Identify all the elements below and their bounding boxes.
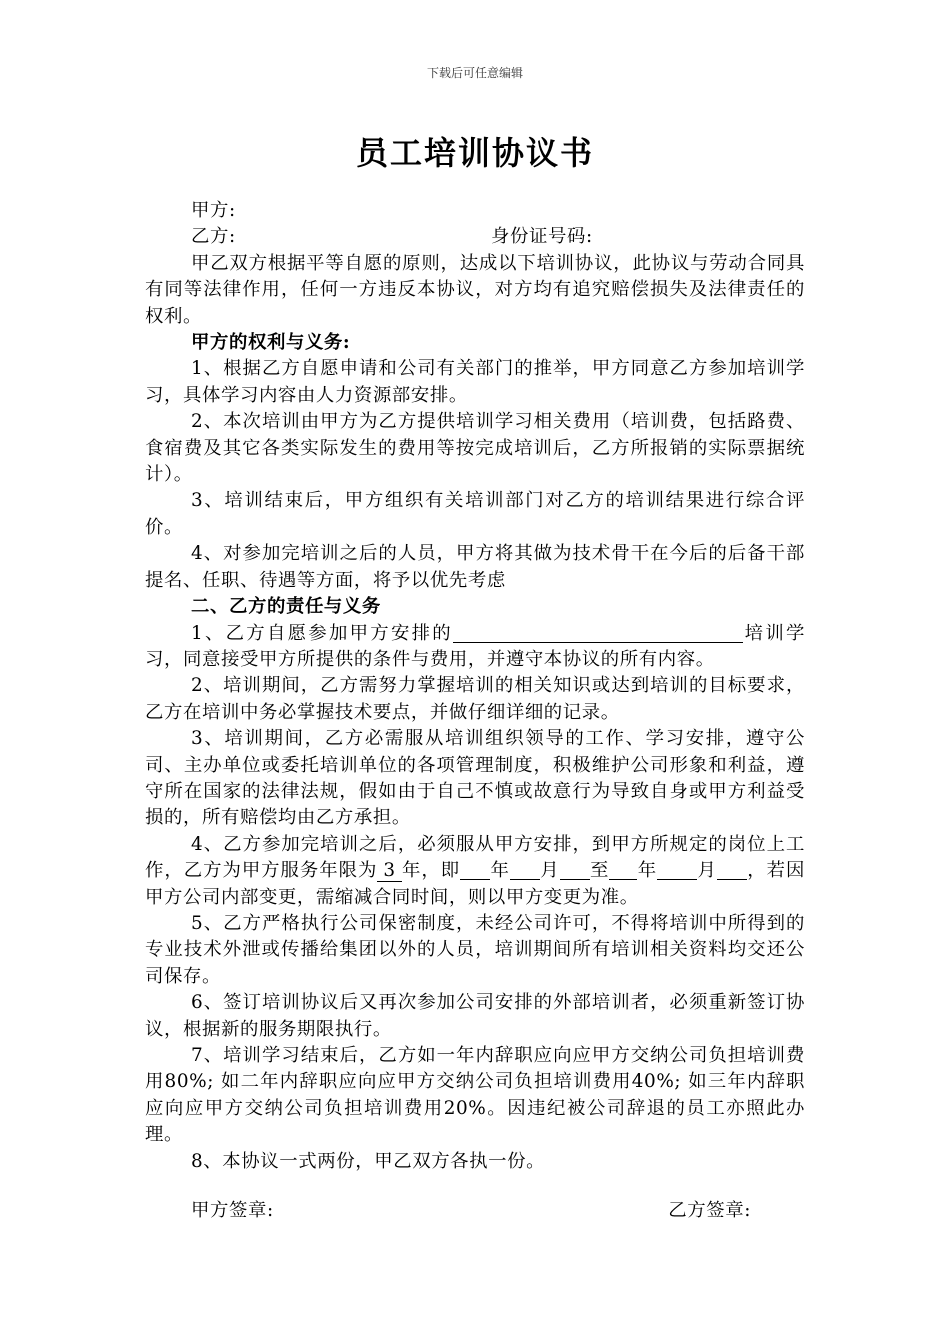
party-a-signature-label: 甲方签章: <box>191 1200 274 1221</box>
section-b-item-5: 5、乙方严格执行公司保密制度，未经公司许可，不得将培训中所得到的专业技术外泄或传播给集团以外的人员，培训期间所有培训相关资料均交还公司保存。 <box>145 912 805 987</box>
end-month-word: 月 <box>697 860 717 882</box>
id-number-label: 身份证号码: <box>491 226 593 248</box>
item-4-text-end: ，若因甲方公司内部变更，需缩减合同时间，则以甲方变更为准。 <box>145 860 805 908</box>
document-title: 员工培训协议书 <box>355 134 594 172</box>
start-month-word: 月 <box>539 860 560 882</box>
end-month-blank <box>657 859 697 880</box>
section-a-item-4: 4、对参加完培训之后的人员，甲方将其做为技术骨干在今后的后备干部提名、任职、待遇等方面，将予以优先考虑 <box>145 543 805 591</box>
section-b-item-3: 3、培训期间，乙方必需服从培训组织领导的工作、学习安排，遵守公司、主办单位或委托培训单位的各项管理制度，积极维护公司形象和利益，遵守所在国家的法律法规，假如由于自己不慎或故意行为导致自身或甲方利益受损的，所有赔偿均由乙方承担。 <box>145 728 805 829</box>
section-b-item-8: 8、本协议一式两份，甲乙双方各执一份。 <box>191 1150 546 1172</box>
party-b-label: 乙方: <box>191 226 236 248</box>
service-years-value: 3 <box>377 860 401 882</box>
party-b-signature-label: 乙方签章: <box>668 1200 751 1221</box>
item-1-text-end: 培训学习，同意接受甲方所提供的条件与费用，并遵守本协议的所有内容。 <box>145 622 805 670</box>
party-b-line <box>145 224 805 250</box>
section-a-item-1: 1、根据乙方自愿申请和公司有关部门的推举，甲方同意乙方参加培训学习，具体学习内容由人力资源部安排。 <box>145 358 805 406</box>
item-1-text-start: 1、乙方自愿参加甲方安排的 <box>191 622 453 644</box>
item-4-text-start: 4、乙方参加完培训之后，必须服从甲方安排，到甲方所规定的岗位上工作，乙方为甲方服务年限为 <box>145 833 805 882</box>
training-name-blank <box>453 622 743 643</box>
section-a-item-2: 2、本次培训由甲方为乙方提供培训学习相关费用（培训费，包括路费、食宿费及其它各类实际发生的费用等按完成培训后，乙方所报销的实际票据统计）。 <box>145 411 805 486</box>
item-4-text-years: 年，即 <box>401 860 461 882</box>
end-date-blank <box>609 859 637 880</box>
section-b-item-7: 7、培训学习结束后，乙方如一年内辞职应向应甲方交纳公司负担培训费用80%; 如二年内辞职应向应甲方交纳公司负担培训费用40%; 如三年内辞职应向应甲方交纳公司负担培训费用20%。因违纪被公司辞退的员工亦照此办理。 <box>145 1045 805 1146</box>
start-month-blank <box>510 859 540 880</box>
intro-paragraph: 甲乙双方根据平等自愿的原则，达成以下培训协议，此协议与劳动合同具有同等法律作用，任何一方违反本协议，对方均有追究赔偿损失及法律责任的权利。 <box>145 252 805 327</box>
start-year-word: 年 <box>490 860 510 882</box>
start-day-blank <box>560 859 590 880</box>
section-a-item-3: 3、培训结束后，甲方组织有关培训部门对乙方的培训结果进行综合评价。 <box>145 490 805 538</box>
signature-row <box>191 1196 751 1222</box>
section-a-heading: 甲方的权利与义务: <box>191 332 351 354</box>
party-a-line <box>145 198 805 224</box>
section-b-heading: 二、乙方的责任与义务 <box>191 596 381 618</box>
party-a-label: 甲方: <box>191 200 236 221</box>
to-word: 至 <box>589 860 610 882</box>
agreement-body <box>145 198 805 1175</box>
start-year-blank <box>460 859 490 880</box>
end-day-blank <box>717 859 747 880</box>
section-b-item-2: 2、培训期间，乙方需努力掌握培训的相关知识或达到培训的目标要求，乙方在培训中务必掌握技术要点，并做仔细详细的记录。 <box>145 675 805 723</box>
page-header-note: 下载后可任意编辑 <box>426 66 523 80</box>
section-b-item-1 <box>145 621 805 674</box>
section-b-item-4 <box>145 832 805 911</box>
end-year-word: 年 <box>637 860 658 882</box>
section-b-item-6: 6、签订培训协议后又再次参加公司安排的外部培训者，必须重新签订协议，根据新的服务期限执行。 <box>145 992 805 1040</box>
